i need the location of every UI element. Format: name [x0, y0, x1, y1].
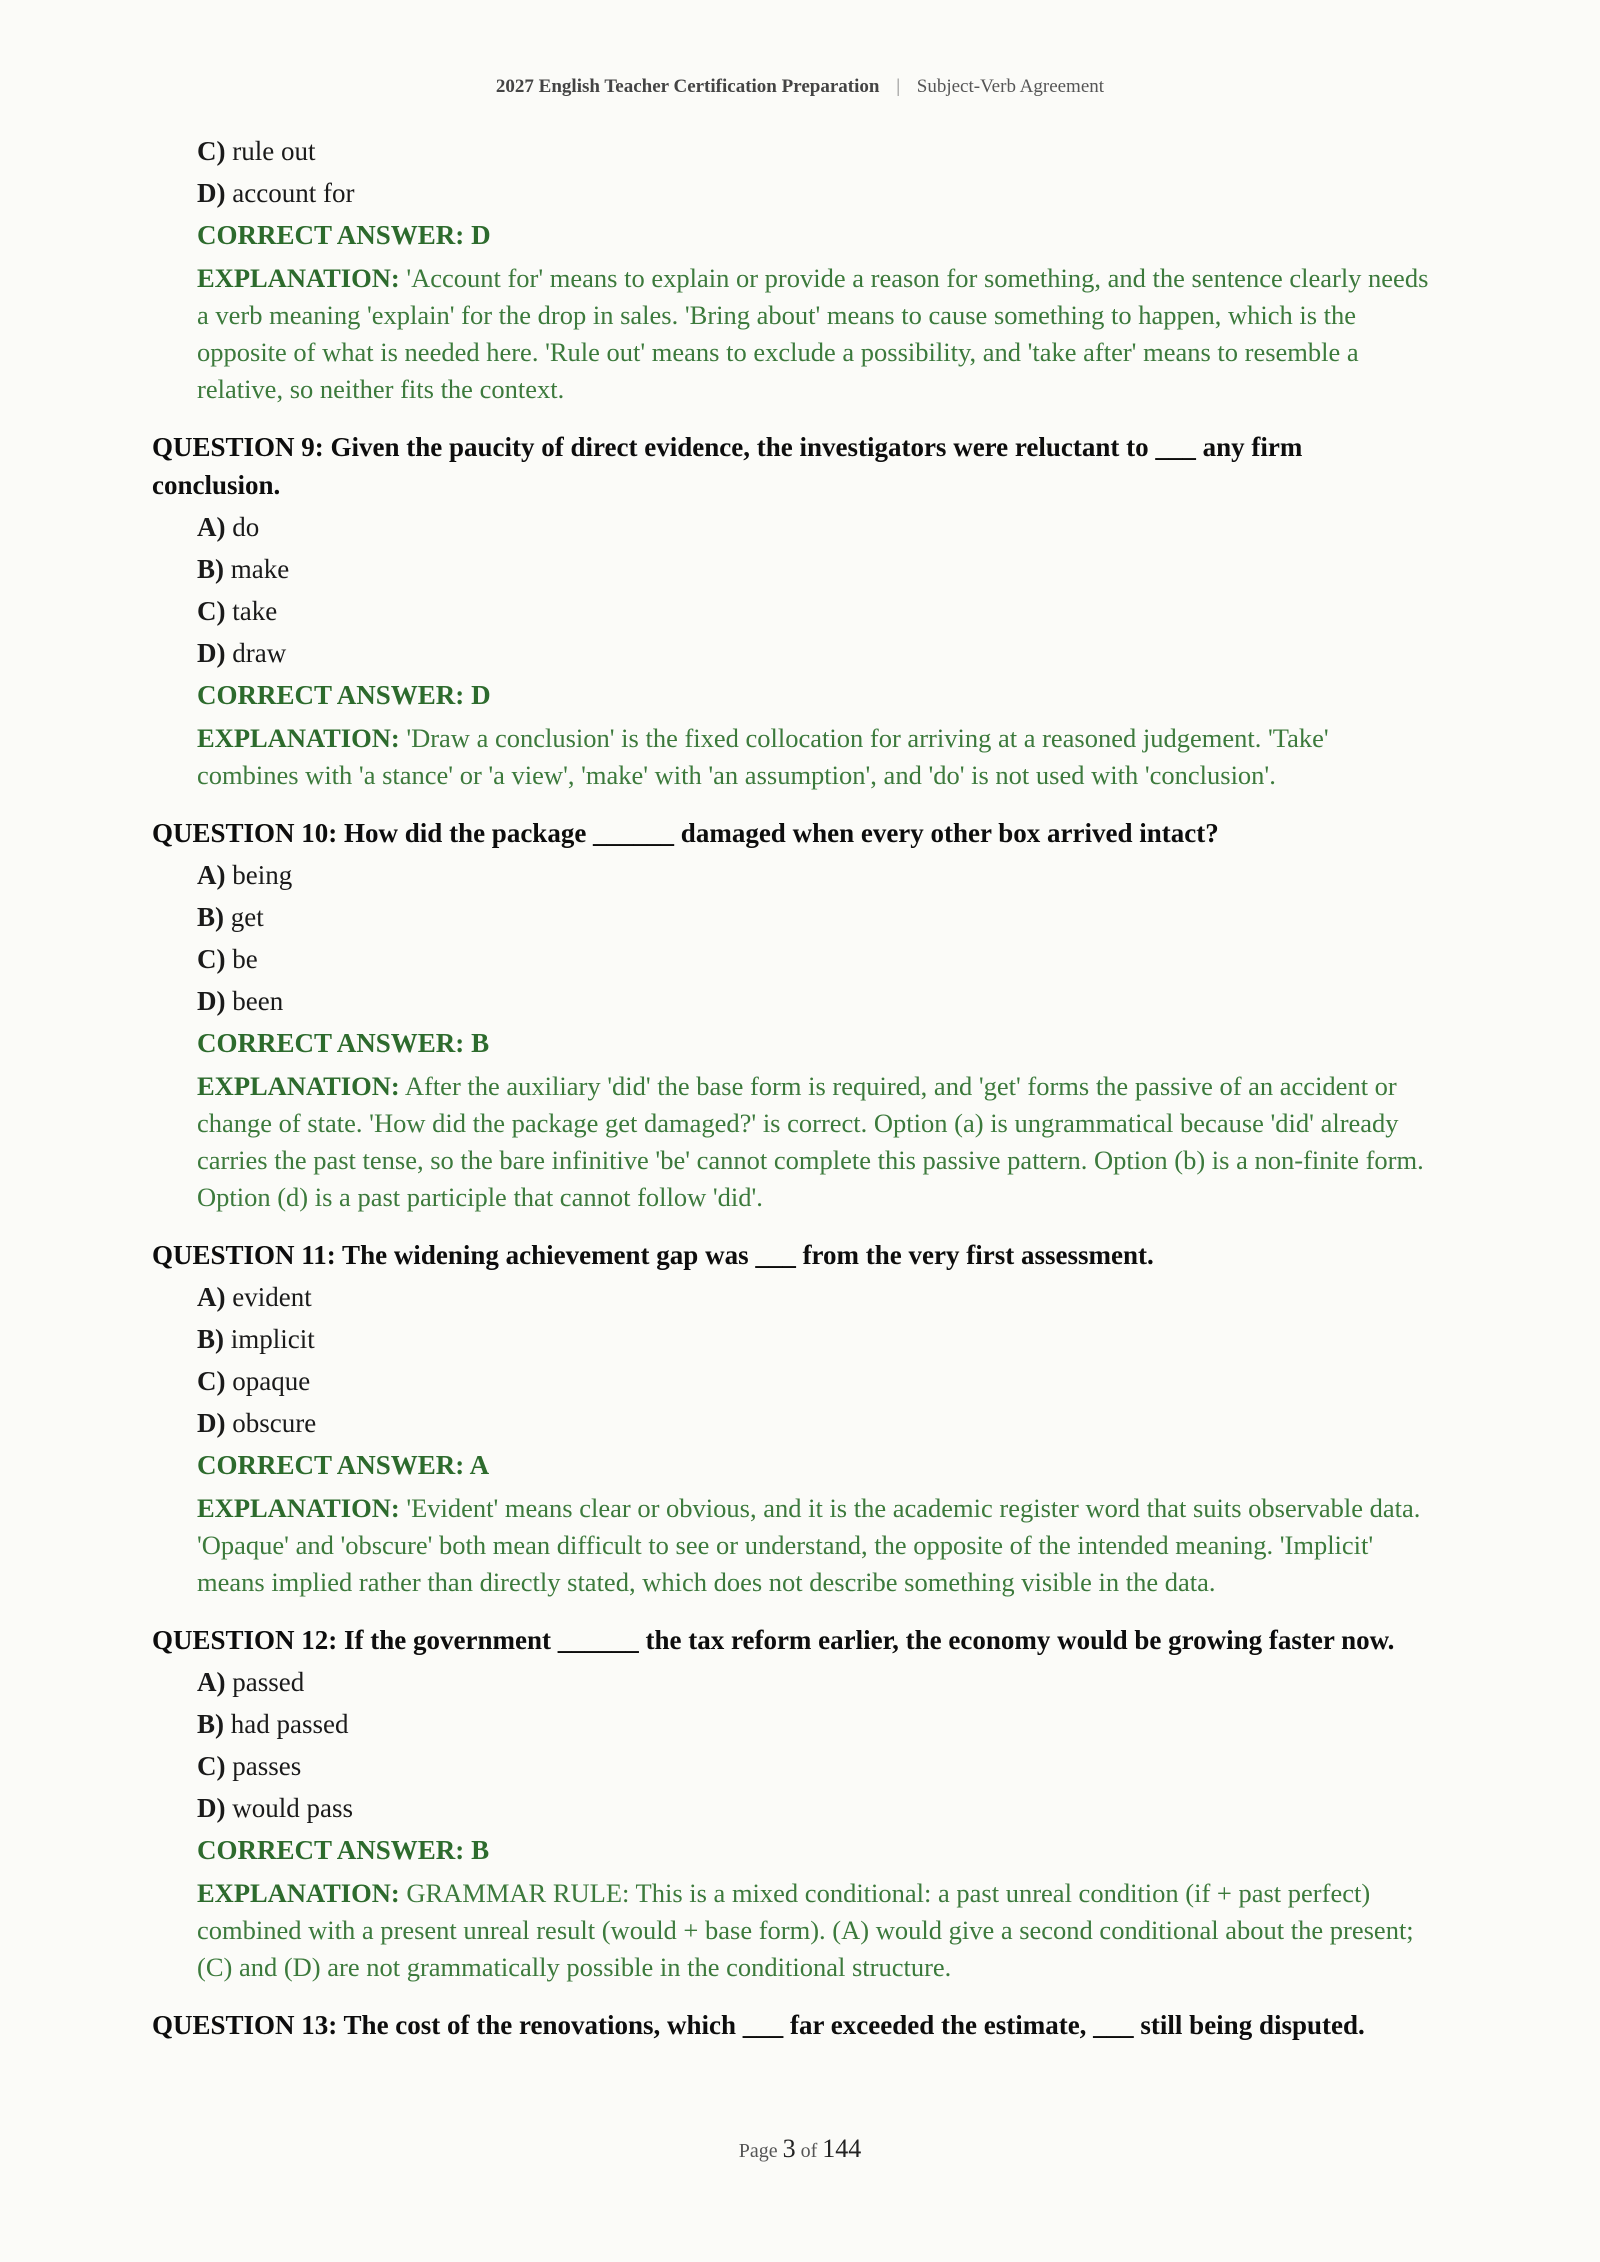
option-text: passed: [232, 1667, 305, 1697]
option-letter: D): [197, 638, 226, 668]
option-text: draw: [232, 638, 287, 668]
question-text: QUESTION 13: The cost of the renovations, which ___ far exceeded the estimate, ___ still being disputed.: [152, 2010, 1365, 2040]
option-letter: A): [197, 1667, 226, 1697]
question-text: QUESTION 11: The widening achievement gap was ___ from the very first assessment.: [152, 1240, 1154, 1270]
correct-answer: [197, 1448, 1452, 1482]
header-title: 2027 English Teacher Certification Preparation: [495, 76, 880, 97]
option-letter: D): [197, 1793, 226, 1823]
explanation-text: After the auxiliary 'did' the base form is required, and 'get' forms the passive of an accident or change of state. 'How did the package get damaged?' is correct. Option (a) is ungrammatical because 'did' already carries the past tense, so the bare infinitive 'be' cannot complete this passive pattern. Option (b) is a non-finite form. Option (d) is a past participle that cannot follow 'did'.: [197, 1071, 1424, 1212]
option-text: been: [232, 986, 284, 1016]
page-header: [0, 76, 1600, 98]
option-text: obscure: [232, 1408, 317, 1438]
header-separator: |: [896, 76, 900, 97]
question-block-11: [152, 1236, 1452, 1601]
option-letter: D): [197, 178, 226, 208]
of-word: of: [800, 2140, 818, 2162]
explanation-label: EXPLANATION:: [197, 1878, 400, 1908]
option-text: get: [230, 902, 264, 932]
page-footer: [0, 2134, 1600, 2164]
correct-answer-value: D: [471, 680, 491, 710]
question-block-13: [152, 2006, 1452, 2044]
correct-answer: [197, 218, 1452, 252]
option-item: [197, 1749, 1452, 1783]
explanation-text: 'Draw a conclusion' is the fixed collocation for arriving at a reasoned judgement. 'Take' combines with 'a stance' or 'a view', 'make' with 'an assumption', and 'do' is not used with 'conclusion'.: [197, 723, 1329, 790]
correct-answer-value: B: [471, 1835, 490, 1865]
correct-answer-label: CORRECT ANSWER:: [197, 220, 465, 250]
option-item: [197, 1364, 1452, 1398]
option-item: [197, 942, 1452, 976]
option-item: [197, 1322, 1452, 1356]
explanation: [197, 1490, 1452, 1601]
question-block-10: [152, 814, 1452, 1216]
option-text: being: [232, 860, 293, 890]
option-item: [197, 1406, 1452, 1440]
option-text: implicit: [230, 1324, 315, 1354]
option-text: rule out: [232, 136, 316, 166]
option-letter: A): [197, 1282, 226, 1312]
option-letter: B): [197, 554, 224, 584]
correct-answer-label: CORRECT ANSWER:: [197, 1450, 465, 1480]
correct-answer-value: B: [471, 1028, 490, 1058]
explanation-text: GRAMMAR RULE: This is a mixed conditional: a past unreal condition (if + past perfect) combined with a present unreal result (would + base form). (A) would give a second conditional about the present; (C) and (D) are not grammatically possible in the conditional structure.: [197, 1878, 1414, 1982]
option-letter: A): [197, 512, 226, 542]
current-page-number: 3: [782, 2134, 796, 2163]
correct-answer-label: CORRECT ANSWER:: [197, 680, 465, 710]
explanation: [197, 260, 1452, 408]
explanation: [197, 1875, 1452, 1986]
correct-answer: [197, 1026, 1452, 1060]
option-letter: C): [197, 136, 226, 166]
option-letter: B): [197, 1324, 224, 1354]
explanation-label: EXPLANATION:: [197, 1071, 400, 1101]
option-letter: C): [197, 1366, 226, 1396]
option-item: [197, 134, 1452, 168]
explanation: [197, 1068, 1452, 1216]
document-content: [152, 134, 1452, 2050]
option-letter: D): [197, 986, 226, 1016]
option-text: make: [230, 554, 290, 584]
option-text: would pass: [232, 1793, 353, 1823]
option-item: [197, 176, 1452, 210]
option-text: opaque: [232, 1366, 311, 1396]
option-item: [197, 900, 1452, 934]
explanation-label: EXPLANATION:: [197, 1493, 400, 1523]
option-letter: C): [197, 596, 226, 626]
explanation-text: 'Evident' means clear or obvious, and it is the academic register word that suits observable data. 'Opaque' and 'obscure' both mean difficult to see or understand, the opposite of the intended meaning. 'Implicit' means implied rather than directly stated, which does not describe something visible in the data.: [197, 1493, 1421, 1597]
question-text: QUESTION 9: Given the paucity of direct evidence, the investigators were reluctant to ___ any firm conclusion.: [152, 432, 1303, 500]
option-item: [197, 1791, 1452, 1825]
option-item: [197, 858, 1452, 892]
option-item: [197, 636, 1452, 670]
total-pages: 144: [822, 2134, 862, 2163]
option-item: [197, 552, 1452, 586]
option-text: account for: [232, 178, 355, 208]
option-item: [197, 1707, 1452, 1741]
correct-answer-label: CORRECT ANSWER:: [197, 1028, 465, 1058]
correct-answer-label: CORRECT ANSWER:: [197, 1835, 465, 1865]
page-word: Page: [738, 2140, 778, 2162]
explanation-label: EXPLANATION:: [197, 263, 400, 293]
option-letter: C): [197, 944, 226, 974]
correct-answer-value: A: [469, 1450, 490, 1480]
carryover-question-block: [152, 134, 1452, 408]
option-letter: B): [197, 902, 224, 932]
question-text: QUESTION 10: How did the package ______ damaged when every other box arrived intact?: [152, 818, 1219, 848]
correct-answer: [197, 1833, 1452, 1867]
option-letter: D): [197, 1408, 226, 1438]
correct-answer-value: D: [471, 220, 491, 250]
option-item: [197, 984, 1452, 1018]
option-letter: A): [197, 860, 226, 890]
option-item: [197, 1280, 1452, 1314]
explanation-label: EXPLANATION:: [197, 723, 400, 753]
option-text: had passed: [230, 1709, 349, 1739]
option-text: passes: [232, 1751, 302, 1781]
question-block-12: [152, 1621, 1452, 1986]
option-text: do: [232, 512, 260, 542]
option-text: be: [232, 944, 258, 974]
option-item: [197, 594, 1452, 628]
correct-answer: [197, 678, 1452, 712]
option-letter: B): [197, 1709, 224, 1739]
option-item: [197, 1665, 1452, 1699]
option-text: take: [232, 596, 278, 626]
option-text: evident: [232, 1282, 312, 1312]
option-item: [197, 510, 1452, 544]
option-letter: C): [197, 1751, 226, 1781]
explanation: [197, 720, 1452, 794]
question-text: QUESTION 12: If the government ______ the tax reform earlier, the economy would be growing faster now.: [152, 1625, 1395, 1655]
header-topic: Subject-Verb Agreement: [916, 76, 1105, 97]
explanation-text: 'Account for' means to explain or provide a reason for something, and the sentence clearly needs a verb meaning 'explain' for the drop in sales. 'Bring about' means to cause something to happen, which is the opposite of what is needed here. 'Rule out' means to exclude a possibility, and 'take after' means to resemble a relative, so neither fits the context.: [197, 263, 1429, 404]
question-block-9: [152, 428, 1452, 794]
